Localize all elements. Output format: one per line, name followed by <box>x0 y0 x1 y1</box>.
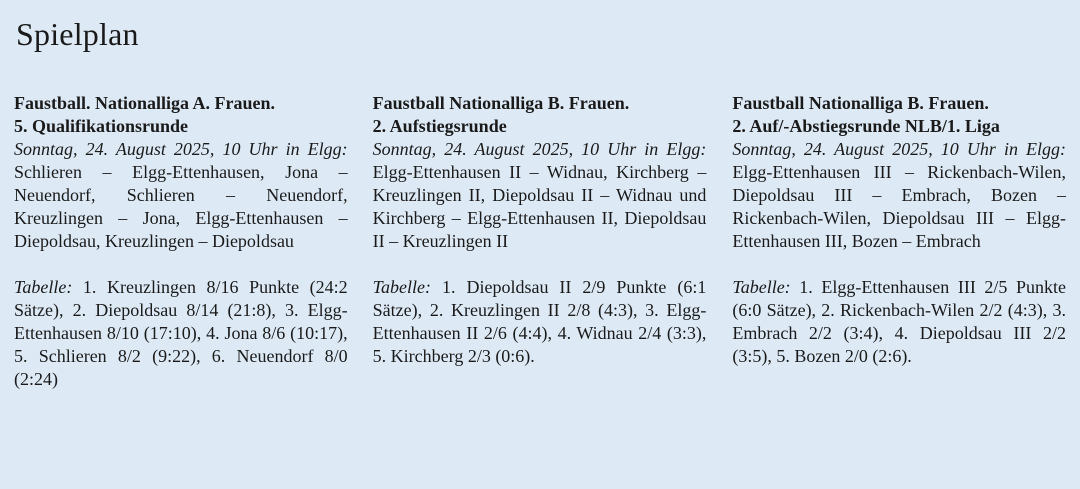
date-text: Sonntag, 24. August 2025, 10 Uhr in Elgg: <box>372 139 707 159</box>
date-text: Sonntag, 24. August 2025, 10 Uhr in Elgg: <box>732 139 1067 159</box>
heading-line-1: Faustball Nationalliga B. Frauen. <box>372 93 630 113</box>
column-heading <box>14 92 348 138</box>
table-label: Tabelle: <box>372 277 432 297</box>
heading-line-2: 2. Aufstiegsrunde <box>372 116 507 136</box>
page-title: Spielplan <box>16 16 139 52</box>
games-paragraph <box>732 138 1066 253</box>
heading-line-1: Faustball. Nationalliga A. Frauen. <box>14 93 276 113</box>
column-nlb-aufstieg <box>373 92 707 391</box>
table-paragraph <box>14 276 348 391</box>
table-text: 1. Elgg-Ettenhausen III 2/5 Punkte (6:0 Sätze), 2. Rickenbach-Wilen 2/2 (4:3), 3. Embrach 2/2 (3:4), 4. Diepoldsau III 2/2 (3:5), 5. Bozen 2/0 (2:6). <box>732 277 1067 366</box>
games-paragraph <box>14 138 348 253</box>
table-paragraph <box>732 276 1066 368</box>
table-paragraph <box>373 276 707 368</box>
table-label: Tabelle: <box>732 277 791 297</box>
games-text: Elgg-Ettenhausen II – Widnau, Kirchberg – Kreuzlingen II, Diepoldsau II – Widnau und Kirchberg – Elgg-Ettenhausen II, Diepoldsau II – Kreuzlingen II <box>372 162 707 251</box>
columns <box>14 92 1066 391</box>
heading-line-1: Faustball Nationalliga B. Frauen. <box>732 93 989 113</box>
table-text: 1. Kreuzlingen 8/16 Punkte (24:2 Sätze), 2. Diepoldsau 8/14 (21:8), 3. Elgg-Ettenhausen 8/10 (17:10), 4. Jona 8/6 (10:17), 5. Schlieren 8/2 (9:22), 6. Neuendorf 8/0 (2:24) <box>14 277 348 389</box>
heading-line-2: 5. Qualifikationsrunde <box>14 116 189 136</box>
date-text: Sonntag, 24. August 2025, 10 Uhr in Elgg: <box>14 139 348 159</box>
column-heading <box>732 92 1066 138</box>
table-text: 1. Diepoldsau II 2/9 Punkte (6:1 Sätze), 2. Kreuzlingen II 2/8 (4:3), 3. Elgg-Ettenhausen II 2/6 (4:4), 4. Widnau 2/4 (3:3), 5. Kirchberg 2/3 (0:6). <box>372 277 707 366</box>
table-label: Tabelle: <box>14 277 73 297</box>
column-nla-frauen <box>14 92 348 391</box>
column-nlb-auf-abstieg <box>732 92 1066 391</box>
games-text: Elgg-Ettenhausen III – Rickenbach-Wilen, Diepoldsau III – Embrach, Bozen – Rickenbach-Wilen, Diepoldsau III – Elgg-Ettenhausen III, Bozen – Embrach <box>732 162 1067 251</box>
games-paragraph <box>373 138 707 253</box>
column-heading <box>373 92 707 138</box>
games-text: Schlieren – Elgg-Ettenhausen, Jona – Neuendorf, Schlieren – Neuendorf, Kreuzlingen – Jona, Elgg-Ettenhausen – Diepoldsau, Kreuzlingen – Diepoldsau <box>14 162 348 251</box>
heading-line-2: 2. Auf/-Abstiegsrunde NLB/1. Liga <box>732 116 1000 136</box>
